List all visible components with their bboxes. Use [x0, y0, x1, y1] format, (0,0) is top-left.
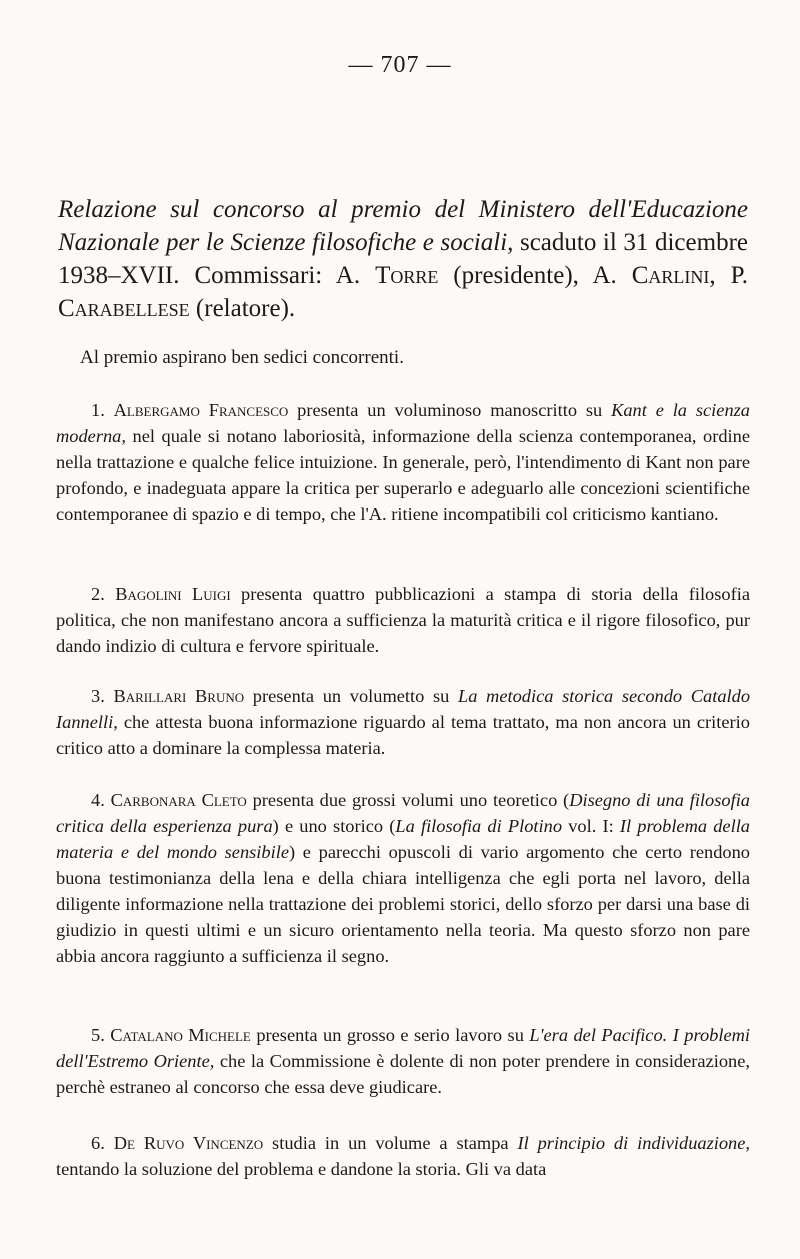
report-title: [58, 193, 748, 325]
entry-text: presenta un volumetto su: [244, 686, 458, 706]
entry-text: presenta due grossi volumi uno teoretico (: [246, 790, 570, 810]
entry-number: 4.: [91, 790, 111, 810]
entry-3: [56, 683, 750, 761]
work-title: La filosofia di Plotino: [395, 816, 563, 836]
candidate-name: Barillari Bruno: [113, 686, 245, 706]
title-italic: Relazione sul concorso al premio del Ministero dell'Educazione Nazionale per le Scienze filosofiche e sociali,: [58, 196, 748, 256]
entry-text: vol. I:: [562, 816, 620, 836]
entry-5: [56, 1022, 750, 1100]
entry-4: [56, 787, 750, 969]
entry-6: [56, 1130, 750, 1182]
entry-number: 6.: [91, 1133, 114, 1153]
work-title: Disegno di una filosofia critica della esperienza pura: [56, 790, 750, 836]
entry-1: [56, 397, 750, 527]
entry-number: 5.: [91, 1025, 111, 1045]
entry-text: presenta quattro pubblicazioni a stampa di storia della filosofia politica, che non manifestano ancora a sufficienza la maturità critica e il rigore filosofico, pur dando indizio di cultura e fervore spirituale.: [56, 584, 750, 656]
candidate-name: Catalano Michele: [110, 1025, 251, 1045]
commissioner-carabellese: Carabellese: [58, 295, 190, 322]
entry-text: studia in un volume a stampa: [263, 1133, 518, 1153]
entry-text: che la Commissione è dolente di non poter prendere in considerazione, perchè estraneo al concorso che essa deve giudicare.: [56, 1051, 750, 1097]
entry-text: tentando la soluzione del problema e dandone la storia. Gli va data: [56, 1159, 547, 1179]
candidate-name: Albergamo Francesco: [113, 400, 289, 420]
page-number: — 707 —: [348, 52, 452, 78]
work-title: La metodica storica secondo Cataldo Iannelli,: [56, 686, 751, 732]
title-text-4: (relatore).: [189, 295, 296, 322]
entry-text: ) e uno storico (: [272, 816, 396, 836]
candidate-name: Bagolini Luigi: [115, 584, 231, 604]
candidate-name: De Ruvo Vincenzo: [113, 1133, 264, 1153]
entry-text: nel quale si notano laboriosità, informazione della scienza contemporanea, ordine nella trattazione e qualche felice intuizione. In generale, però, l'intendimento di Kant non pare profondo, e inadeguata appare la critica per superarlo e adeguarlo alle concezioni scientifiche contemporanee di spazio e di tempo, che l'A. ritiene incompatibili col criticismo kantiano.: [56, 426, 750, 524]
work-title: Kant e la scienza moderna,: [56, 400, 750, 446]
work-title: Il principio di individuazione,: [517, 1133, 751, 1153]
commissioner-torre: Torre: [375, 262, 439, 289]
work-title: L'era del Pacifico. I problemi dell'Estremo Oriente,: [56, 1025, 751, 1071]
title-text-1: scaduto il 31 dicembre 1938–XVII. Commissari: A.: [58, 229, 748, 289]
entry-number: 1.: [91, 400, 114, 420]
title-text-3: , P.: [709, 262, 749, 289]
candidate-name: Carbonara Cleto: [110, 790, 247, 810]
entry-text: presenta un grosso e serio lavoro su: [250, 1025, 530, 1045]
work-title: Il problema della materia e del mondo sensibile: [56, 816, 750, 862]
entry-text: ) e parecchi opuscoli di vario argomento che certo rendono buona testimonianza della lena e della chiara intelligenza che egli porta nel lavoro, della diligente informazione nella trattazione dei problemi storici, dello sforzo per darsi una base di giudizio in questi ultimi e un sicuro orientamento nella teoria. Ma questo sforzo non pare abbia ancora raggiunto a sufficienza il segno.: [56, 842, 750, 966]
entry-2: [56, 581, 750, 659]
entry-text: che attesta buona informazione riguardo al tema trattato, ma non ancora un criterio critico atto a dominare la complessa materia.: [56, 712, 750, 758]
entry-number: 3.: [91, 686, 114, 706]
title-text-2: (presidente), A.: [438, 262, 632, 289]
intro-sentence: Al premio aspirano ben sedici concorrenti.: [80, 347, 404, 368]
commissioner-carlini: Carlini: [631, 262, 710, 289]
entry-text: presenta un voluminoso manoscritto su: [288, 400, 612, 420]
entry-number: 2.: [91, 584, 116, 604]
